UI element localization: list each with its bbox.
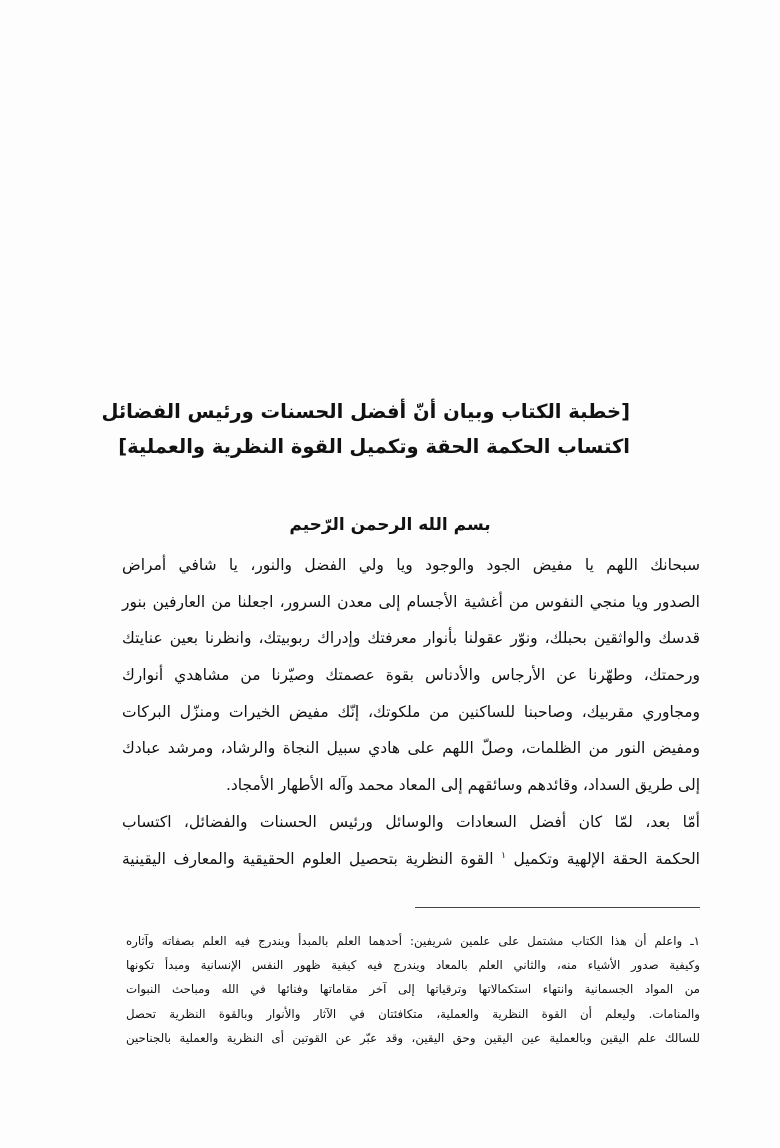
footnote-line: والمنامات. وليعلم أن القوة النظرية والعملية، متكافئتان في الآثار والأنوار وبالقوة النظرية تحصل [126, 1006, 700, 1021]
body-line: الصدور ويا منجي النفوس من أغشية الأجسام إلى معدن السرور، اجعلنا من العارفين بنور [122, 592, 700, 611]
footnote-reference[interactable]: ١ [501, 850, 506, 861]
body-line-part: القوة النظرية بتحصيل العلوم الحقيقية والمعارف اليقينية [122, 849, 494, 868]
body-line: ورحمتك، وطهّرنا عن الأرجاس والأدناس بقوة عصمتك وصيّرنا من مشاهدي أنوارك [122, 666, 700, 685]
heading-line-1: [خطبة الكتاب وبيان أنّ أفضل الحسنات ورئيس الفضائل [101, 400, 630, 423]
body-line-part: الحكمة الحقة الإلهية وتكميل [513, 849, 700, 868]
footnote-line: من المواد الجسمانية وانتهاء استكمالاتها وترقياتها إلى آخر مقاماتها وفنائها في الله ومباحث النبوات [126, 982, 700, 997]
footnote-line: للسالك علم اليقين وبالعملية عين اليقين وحق اليقين، وقد عبّر عن القوتين أى النظرية والعملية بالجناحين [126, 1030, 700, 1045]
body-line-with-footnote [122, 841, 700, 878]
footnotes [126, 929, 700, 1050]
section-heading [101, 394, 630, 464]
footnote-separator [415, 907, 700, 908]
body-line: إلى طريق السداد، وقائدهم وسائقهم إلى المعاد محمد وآله الأطهار الأمجاد. [225, 776, 700, 795]
body-line: ومفيض النور من الظلمات، وصلّ اللهم على هادي سبيل النجاة والرشاد، ومرشد عبادك [122, 739, 700, 758]
body-line: ومجاوري مقربيك، وصاحبنا للساكنين من ملكوتك، إنّك مفيض الخيرات ومنزّل البركات [122, 702, 700, 721]
body-line: قدسك والواثقين بحبلك، ونوّر عقولنا بأنوار معرفتك وإدراك ربوبيتك، وانظرنا بعين عنايتك [122, 629, 700, 648]
footnote-line: وكيفية صدور الأشياء منه، والثاني العلم بالمعاد ويندرج فيه كيفية ظهور النفس الإنسانية ومبدأ تكونها [126, 958, 700, 973]
basmala: بسم الله الرحمن الرّحيم [289, 515, 491, 535]
main-text [122, 547, 700, 877]
body-line: سبحانك اللهم يا مفيض الجود والوجود ويا ولي الفضل والنور، يا شافي أمراض [122, 556, 700, 574]
footnote-line: ١ـ واعلم أن هذا الكتاب مشتمل على علمين شريفين: أحدهما العلم بالمبدأ ويندرج فيه العلم بصفاته وآثاره [126, 934, 700, 948]
body-line: أمّا بعد، لمّا كان أفضل السعادات والوسائل ورئيس الحسنات والفضائل، اكتساب [122, 812, 700, 831]
heading-line-2: اكتساب الحكمة الحقة وتكميل القوة النظرية والعملية] [118, 435, 630, 458]
